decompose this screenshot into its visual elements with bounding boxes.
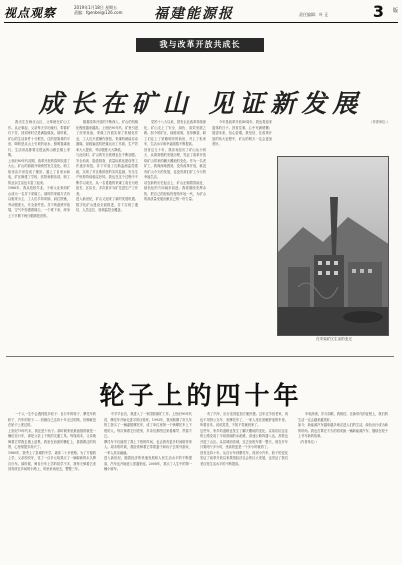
article2-headline: 轮子上的四十年 xyxy=(99,381,303,410)
article2-column-4 xyxy=(298,412,388,560)
article2-column-1 xyxy=(8,412,96,560)
mine-photo-image xyxy=(278,157,389,336)
article2-col4-text: 车轮滚滚，岁月如歌。我相信，在新时代的征程上，我们的生活一定会越来越美好。 如今，新能源汽车越来越多地走进人们的生活，绿色出行成为新的时尚。我也打算在不久的将来换一辆新能源汽车，继续在轮子上书写新的故事。 （作者单位：） xyxy=(298,412,388,444)
article1-headline: 成长在矿山 见证新发展 xyxy=(38,89,364,118)
newspaper-title: 福建能源报 xyxy=(154,6,234,22)
article1-column-3 xyxy=(144,120,206,354)
article2-col3-text: 有了汽车，出行变得更加方便快捷。过年过节回老家，再也不用挤公交车、坐摩托车了，一家人坐在宽敞舒适的车里，听着音乐，说说笑笑，不知不觉就到家了。 这些年，家乡的道路也发生了翻天覆地的变化。以前坑坑洼洼的土路变成了平坦宽阔的水泥路，高速公路四通八达，高铁也开进了山区。从县城到省城，过去坐班车要一整天，现在开车只要两个多小时，坐高铁更是一个多小时就到了。 回首这四十年，从自行车到摩托车，再到小汽车，轮子的变化见证了改革开放以来我国经济社会的巨大发展，也见证了我们老百姓生活水平的不断提高。 xyxy=(200,412,288,466)
section-divider xyxy=(6,356,394,357)
issue-info: 2019年1月18日 星期五 责编：fgenbei@126.com xyxy=(74,5,123,15)
mine-photo xyxy=(277,156,389,336)
article1-col4-text: 今年是改革开放40周年，我也将迎来退休的日子。回首往事，心中充满感慨；展望未来，信心倍增。我坚信，在改革开放的伟大征程中，矿山的明天一定会更加美好。 xyxy=(212,120,272,146)
article2-col2-text: 中学毕业后，我进入了一家国营煤矿工作。上世纪90年代初，摩托车开始走进寻常百姓家。1993年，我用积攒了好几年的工资买了一辆嘉陵摩托车，成了单位里第一个骑摩托车上下班的人。每次骑着它回老家，乡亲们都围过来看稀罕，羡慕不已。 摩托车不仅缩短了我上下班的时间，也让我有更多时间陪伴家人。周末的时候，我经常骑着它带着妻子和孩子去郊外游玩，一家人其乐融融。 进入新世纪，随着经济的快速发展和人民生活水平的不断提高，汽车也开始进入普通家庭。2008年，我买了人生中的第一辆小轿车。 xyxy=(104,412,192,471)
article2-column-3 xyxy=(200,412,288,560)
photo-caption: 在安装矿区生活的变迁 xyxy=(316,337,352,341)
article1-author: （作者单位：） xyxy=(369,120,390,124)
article1-column-1 xyxy=(8,120,70,354)
article1-col1-text: 我出生在闽北山区，父辈就在矿山工作。从记事起，父亲每天早出晚归，带着矿灯下井，回到家时总是满脸煤灰。那时候，矿山的生活条件十分艰苦，住的是简易的平房，喝的是从山上引来的泉水，照明靠煤油灯，生活用品都要走很远的山路去镇上采购。 上世纪80年代初期，改革开放的春风吹进了大山，矿山的面貌开始悄然发生变化。职工宿舍由平房变成了楼房，通上了自来水和电，矿区修建了学校、医院和俱乐部，职工的业余生活也丰富了起来。 1986年，我从技校毕业，子承父业来到矿山成为一名井下采煤工。那时的采煤方式仍以炮采为主，工人们手持风镐、肩扛铁锹，劳动强度大，安全条件差。井下巷道狭窄低矮，空气中弥漫着煤尘，一个班下来，浑身上下只剩下两只眼睛是亮的。 xyxy=(8,120,70,218)
page-label: 版 xyxy=(392,8,398,14)
page-number: 3 xyxy=(372,2,384,21)
section-name: 视点观察 xyxy=(4,6,57,20)
article2-col1-text: 一个人一生中会遇到很多轮子：自行车的轮子、摩托车的轮子、汽车的轮子……回顾自己这四十年走过的路，仿佛就是在轮子上度过的。 上世纪70年代末，我还是个孩子。那时候家里最值钱的就是一辆旧自行车，那是父亲上下班的交通工具。每逢周末，父亲就骑着它带我去镇上赶集，我坐在前面的横杠上，看着路边的风景，心里别提多高兴了。 1980年，我考上了县城的中学，离家二十多里路。为了方便我上学，父亲咬咬牙，花了一百多元给我买了一辆崭新的永久牌自行车。那时候，骑自行车上学的同学不多，我每天骑着它来回奔波在乡间的小路上，风里来雨里去，整整三年。 xyxy=(8,412,96,471)
article2-column-2 xyxy=(104,412,192,560)
column-banner: 我与改革开放共成长 xyxy=(136,38,264,52)
article1-column-5 xyxy=(290,120,390,154)
article1-column-4 xyxy=(212,120,272,354)
article1-col3-text: 党的十八大以来，国有企业改革持续深化，矿山走上了安全、绿色、高效发展之路。如今的矿区，绿树成荫，花草飘香，职工们住上了宽敞明亮的新房，开上了私家车，生活水平和幸福指数不断提高。 回首这几十年，我亲身经历了矿山从小到大、从弱到强的发展历程，见证了改革开放给矿山带来的翻天覆地的变化。作为一名老矿工，我深深地感到，没有改革开放，就没有矿山今天的发展，也没有我们矿工今天的幸福生活。 站在新的历史起点上，矿山正朝着智能化、绿色化的方向阔步前进。我将继续发挥余热，把自己的经验传授给年轻一代，为矿山的高质量发展贡献自己的一份力量。 xyxy=(144,120,206,201)
editor-line: 责任编辑：叶 正 xyxy=(299,12,329,17)
article1-column-2 xyxy=(76,120,138,354)
masthead-rule xyxy=(4,22,398,23)
article1-col2-text: 随着改革开放的不断深入，矿山的机械化程度越来越高。上世纪90年代，矿里引进了综采设备，采煤工作面实现了机械化作业，工人们只需操作按钮，采煤机就能自动割煤，刮板输送机把煤运出工作面，生产效率大大提高，劳动强度大大降低。 与此同时，矿山的安全管理也在不断加强。安全培训、隐患排查、质量标准化建设等工作逐步规范，井下安装了瓦斯监测监控系统，实现了对瓦斯浓度的实时监测，安全生产形势持续稳定好转。我也在这个过程中不断学习成长，从一名普通的采煤工成长为班组长、区队长，多次被评为矿先进生产工作者。 进入新世纪，矿山又迎来了新的发展机遇。数字化矿山建设全面推进，井下实现了通信、人员定位、视频监控全覆盖。 xyxy=(76,120,138,212)
